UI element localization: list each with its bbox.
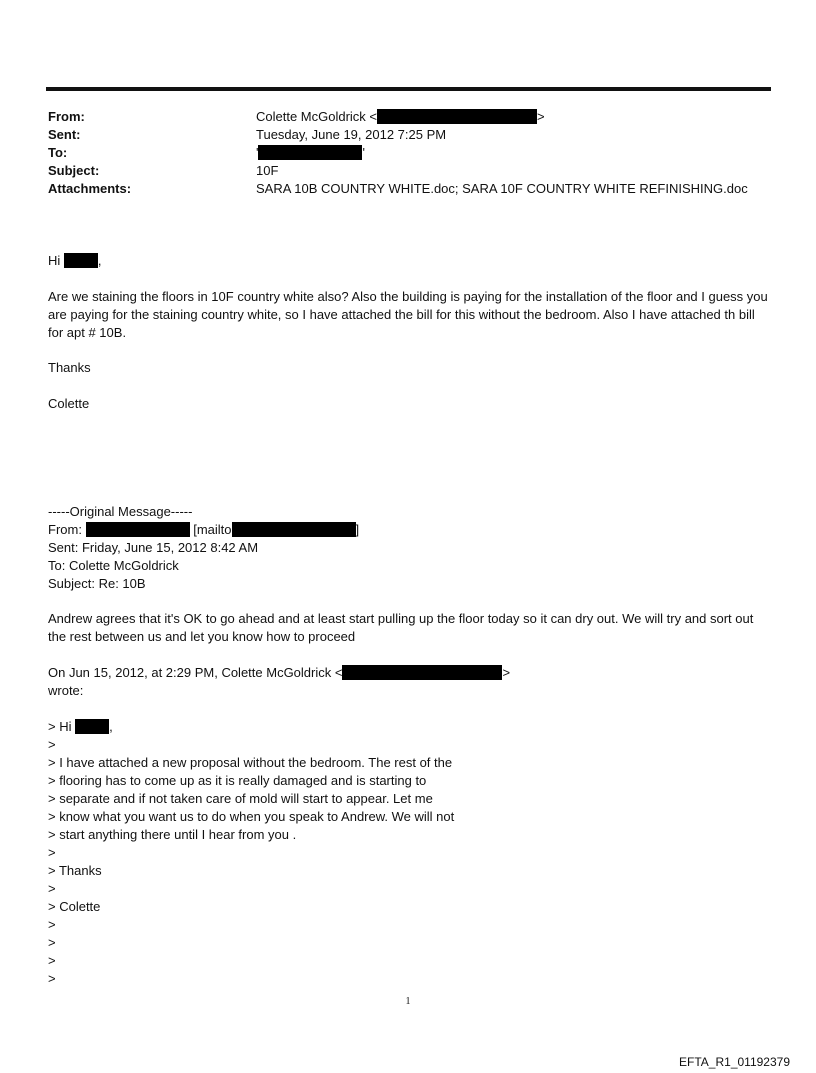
- quoted-line: > Thanks: [48, 863, 102, 878]
- sent-value: Tuesday, June 19, 2012 7:25 PM: [256, 127, 447, 142]
- original-mailto: [mailto: [193, 522, 232, 537]
- attachments-label: Attachments:: [48, 181, 132, 196]
- attachments-value[interactable]: SARA 10B COUNTRY WHITE.doc; SARA 10F COUNTRY WHITE REFINISHING.doc: [256, 181, 748, 196]
- original-divider: -----Original Message-----: [48, 504, 193, 519]
- quoted-line: > flooring has to come up as it is really damaged and is starting to: [48, 773, 427, 788]
- original-from: [48, 521, 773, 539]
- to-row: [48, 144, 778, 162]
- redaction-block: [342, 665, 502, 680]
- original-to: To: Colette McGoldrick: [48, 558, 179, 573]
- original-from-label: From:: [48, 522, 82, 537]
- redaction-block: [258, 145, 365, 160]
- quoted-line: >: [48, 971, 56, 986]
- header-rule: [46, 87, 771, 91]
- quoted-line: >: [48, 881, 56, 896]
- message-thanks: Thanks: [48, 360, 91, 375]
- quoted-line: >: [48, 737, 56, 752]
- to-value: [256, 144, 778, 162]
- subject-row: [48, 162, 778, 180]
- to-label: To:: [48, 145, 68, 160]
- quoted-line: > know what you want us to do when you speak to Andrew. We will not: [48, 809, 455, 824]
- document-id: EFTA_R1_01192379: [679, 1055, 790, 1069]
- subject-label: Subject:: [48, 163, 100, 178]
- quoted-greeting-comma: ,: [109, 719, 113, 734]
- quoted-line: > start anything there until I hear from you .: [48, 827, 297, 842]
- original-subject: Subject: Re: 10B: [48, 576, 146, 591]
- quoted-line: > separate and if not taken care of mold will start to appear. Let me: [48, 791, 433, 806]
- redaction-block: [86, 522, 190, 537]
- attachments-row: [48, 180, 778, 198]
- redaction-block: [377, 109, 537, 124]
- original-message: [48, 503, 773, 593]
- sent-row: [48, 126, 778, 144]
- original-sent: Sent: Friday, June 15, 2012 8:42 AM: [48, 540, 259, 555]
- subject-value: 10F: [256, 163, 279, 178]
- greeting-text: Hi: [48, 253, 61, 268]
- message-signature: Colette: [48, 396, 90, 411]
- redaction-block: [64, 253, 98, 268]
- from-name: Colette McGoldrick <: [256, 109, 378, 124]
- wrote-text: wrote:: [48, 683, 84, 698]
- quoted-line: >: [48, 845, 56, 860]
- email-header: [48, 108, 778, 198]
- quoted-line: > Colette: [48, 899, 101, 914]
- greeting-line: [48, 252, 773, 270]
- to-close-quote: ': [362, 145, 365, 160]
- from-label: From:: [48, 109, 85, 124]
- original-mailto-close: ]: [355, 522, 360, 537]
- message-paragraph: Are we staining the floors in 10F country white also? Also the building is paying for the installation of the floor and I guess you are paying for the staining country white, so I have attached the bill for this without the bedroom. Also I have attached th bill for apt # 10B.: [48, 289, 768, 340]
- redaction-block: [75, 719, 109, 734]
- greeting-comma: ,: [97, 253, 102, 268]
- redaction-block: [232, 522, 356, 537]
- wrote-header: [48, 664, 773, 682]
- to-open-quote: ': [256, 145, 259, 160]
- page-number: 1: [405, 996, 411, 1007]
- from-close: >: [537, 109, 545, 124]
- quoted-line: >: [48, 935, 56, 950]
- from-row: [48, 108, 778, 126]
- from-value: [256, 108, 778, 126]
- quoted-line: >: [48, 953, 56, 968]
- wrote-line: [48, 664, 773, 700]
- quoted-message: [48, 718, 773, 988]
- quoted-line: > I have attached a new proposal without the bedroom. The rest of the: [48, 755, 453, 770]
- wrote-prefix: On Jun 15, 2012, at 2:29 PM, Colette McGoldrick <: [48, 665, 343, 680]
- sent-label: Sent:: [48, 127, 81, 142]
- wrote-close: >: [502, 665, 511, 680]
- quoted-greeting-text: > Hi: [48, 719, 72, 734]
- quoted-line: >: [48, 917, 56, 932]
- quoted-greeting: [48, 718, 773, 736]
- original-body: Andrew agrees that it's OK to go ahead and at least start pulling up the floor today so it can dry out. We will try and sort out the rest between us and let you know how to proceed: [48, 611, 754, 644]
